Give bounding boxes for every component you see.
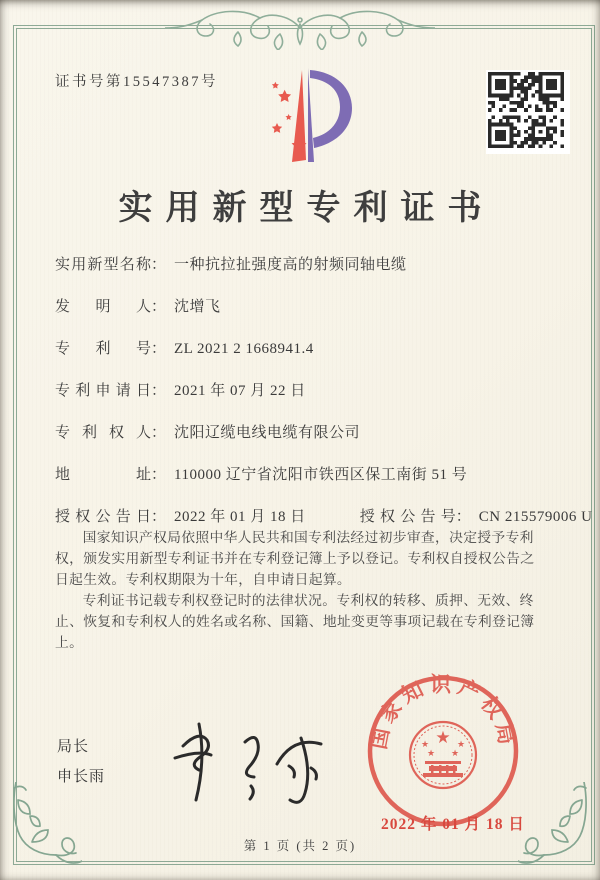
svg-text:★: ★: [435, 728, 451, 747]
cnipa-official-seal: [361, 669, 525, 833]
field-value: 一种抗拉扯强度高的射频同轴电缆: [174, 257, 407, 273]
grant-date-value: 2022 年 01 月 18 日: [174, 509, 306, 525]
cnipa-logo-icon: [240, 60, 360, 173]
bottom-right-corner-ornament: [518, 782, 594, 868]
legal-text: [55, 527, 547, 653]
field-list: [55, 253, 593, 547]
field-value: 沈增飞: [174, 299, 221, 315]
field-value: 2021 年 07 月 22 日: [174, 383, 306, 399]
svg-text:★: ★: [450, 748, 460, 758]
field-value: ZL 2021 2 1668941.4: [174, 341, 314, 357]
svg-text:★: ★: [456, 739, 466, 749]
field-label: 授权公告号: [359, 509, 456, 525]
seal-date: 2022 年 01 月 18 日: [381, 816, 525, 833]
field-patent-number: 专利号： ZL 2021 2 1668941.4: [55, 337, 555, 359]
field-grant-row: 授权公告日： 2022 年 01 月 18 日 授权公告号： CN 215579006 U: [55, 505, 555, 527]
grant-number-value: CN 215579006 U: [478, 509, 593, 525]
field-label: 发明人: [55, 299, 151, 315]
field-label: 专利号: [55, 341, 151, 357]
field-filing-date: 专利申请日： 2021 年 07 月 22 日: [55, 379, 555, 401]
national-emblem-icon: [410, 722, 476, 788]
field-label: 授权公告日: [55, 509, 151, 525]
svg-text:★: ★: [420, 739, 430, 749]
page-number: 第 1 页 (共 2 页): [243, 839, 357, 853]
signer-title: 局长: [57, 738, 90, 755]
field-utility-model-name: 实用新型名称： 一种抗拉扯强度高的射频同轴电缆: [55, 253, 555, 275]
commissioner-signature: [145, 712, 345, 817]
certificate-title: 实用新型专利证书: [118, 190, 495, 227]
field-label: 地址: [55, 467, 151, 483]
legal-paragraph: 专利证书记载专利权登记时的法律状况。专利权的转移、质押、无效、终止、恢复和专利权人的姓名或名称、国籍、地址变更等事项记载在专利登记簿上。: [55, 593, 535, 650]
field-label: 实用新型名称: [55, 257, 151, 273]
svg-text:★: ★: [426, 748, 436, 758]
field-patentee: 专利权人： 沈阳辽缆电线电缆有限公司: [55, 421, 555, 443]
field-label: 专利权人: [55, 425, 151, 441]
legal-paragraph: 国家知识产权局依照中华人民共和国专利法经过初步审查，决定授予专利权，颁发实用新型专利证书并在专利登记簿上予以登记。专利权自授权公告之日起生效。专利权期限为十年，自申请日起算。: [55, 530, 535, 587]
field-value: 沈阳辽缆电线电缆有限公司: [174, 425, 361, 441]
signer-name: 申长雨: [57, 768, 106, 785]
field-value: 110000 辽宁省沈阳市铁西区保工南街 51 号: [174, 467, 468, 483]
field-address: 地址： 110000 辽宁省沈阳市铁西区保工南街 51 号: [55, 463, 555, 485]
field-inventor: 发明人： 沈增飞: [55, 295, 555, 317]
top-border-ornament: [165, 4, 435, 50]
certificate-number: 证书号第15547387号: [55, 74, 218, 90]
signer-block: [57, 735, 105, 795]
qr-code: [486, 70, 570, 154]
field-label: 专利申请日: [55, 383, 151, 399]
seal-text: 国家知识产权局: [366, 672, 520, 752]
